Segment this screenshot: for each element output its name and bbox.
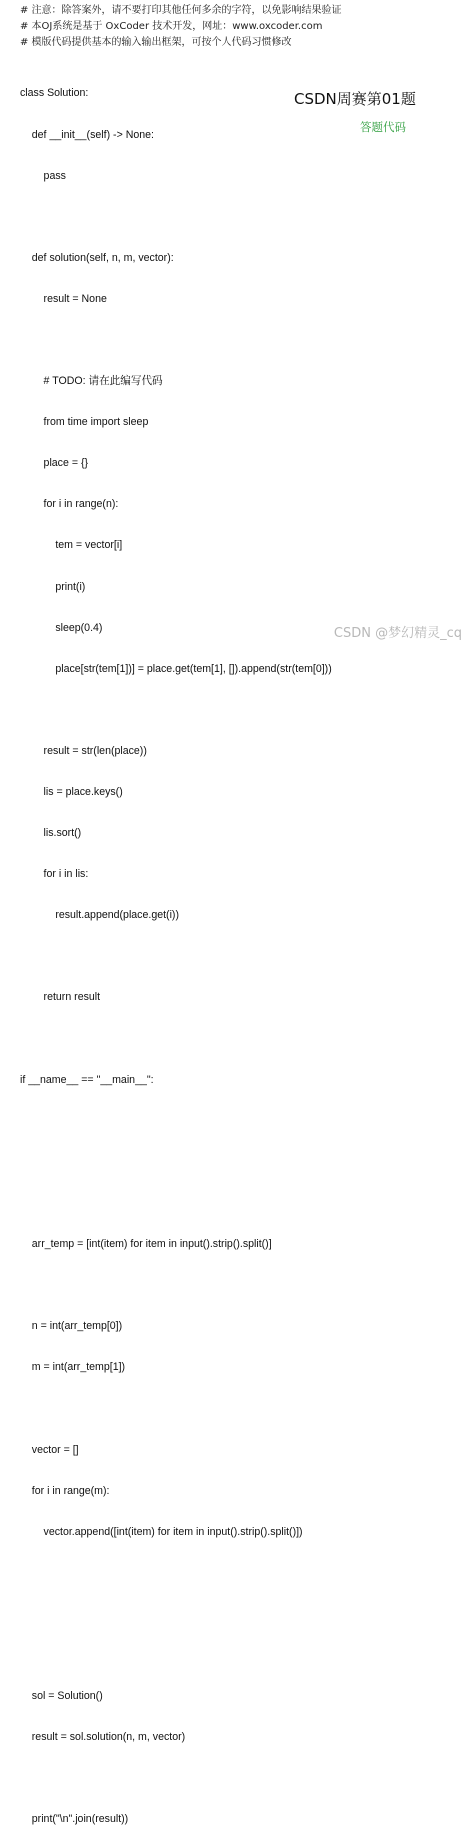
code-line <box>20 704 332 718</box>
code-line <box>20 1772 332 1786</box>
code-line: for i in range(n): <box>20 498 119 511</box>
code-line: # TODO: 请在此编写代码 <box>20 375 163 388</box>
code-line: pass <box>20 169 66 182</box>
code-line <box>20 1033 332 1047</box>
code-line: n = int(arr_temp[0]) <box>20 1320 123 1333</box>
code-line <box>20 211 332 225</box>
code-line: result = None <box>20 292 107 305</box>
code-line: vector = [] <box>20 1443 79 1456</box>
code-line: for i in lis: <box>20 868 89 881</box>
comment-line: # 本OJ系统是基于 OxCoder 技术开发，网址：www.oxcoder.com <box>20 21 323 32</box>
code-line: if __name__ == "__main__": <box>20 1073 154 1086</box>
code-line: lis = place.keys() <box>20 786 123 798</box>
code-line: place = {} <box>20 457 89 470</box>
code-line: place[str(tem[1])] = place.get(tem[1], []).append(str(tem[0])) <box>20 662 332 675</box>
code-line: m = int(arr_temp[1]) <box>20 1361 126 1374</box>
watermark: CSDN @梦幻精灵_cq <box>333 626 462 641</box>
code-line: for i in range(m): <box>20 1484 110 1497</box>
comment-line: # 注意：除答案外，请不要打印其他任何多余的字符，以免影响结果验证 <box>20 5 342 16</box>
code-line <box>20 1402 332 1416</box>
code-line: sol = Solution() <box>20 1690 103 1703</box>
code-line: result.append(place.get(i)) <box>20 909 179 922</box>
page-subtitle: 答题代码 <box>360 120 406 134</box>
code-line <box>20 1156 332 1170</box>
code-line <box>20 1197 332 1211</box>
code-line: print(i) <box>20 580 86 593</box>
code-line: from time import sleep <box>20 416 149 429</box>
code-line: lis.sort() <box>20 827 82 840</box>
code-line: result = str(len(place)) <box>20 744 147 757</box>
code-line: return result <box>20 991 101 1004</box>
code-line <box>20 334 332 348</box>
code-line: result = sol.solution(n, m, vector) <box>20 1731 186 1744</box>
code-line <box>20 1649 332 1663</box>
code-block <box>20 60 332 1841</box>
code-line <box>20 1279 332 1293</box>
code-line <box>20 1567 332 1581</box>
code-line: def solution(self, n, m, vector): <box>20 251 174 264</box>
code-line <box>20 1608 332 1622</box>
code-line <box>20 950 332 964</box>
code-line: sleep(0.4) <box>20 621 103 634</box>
page-title: CSDN周赛第01题 <box>294 90 416 108</box>
code-line: def __init__(self) -> None: <box>20 128 154 141</box>
header-comments <box>20 3 342 51</box>
code-line: print("\n".join(result)) <box>20 1813 129 1826</box>
code-line: vector.append([int(item) for item in input().strip().split()]) <box>20 1525 303 1538</box>
comment-line: # 模版代码提供基本的输入输出框架，可按个人代码习惯修改 <box>20 37 292 48</box>
code-line: class Solution: <box>20 87 89 100</box>
code-line: tem = vector[i] <box>20 539 123 552</box>
code-line: arr_temp = [int(item) for item in input().strip().split()] <box>20 1238 272 1251</box>
code-line <box>20 1115 332 1129</box>
